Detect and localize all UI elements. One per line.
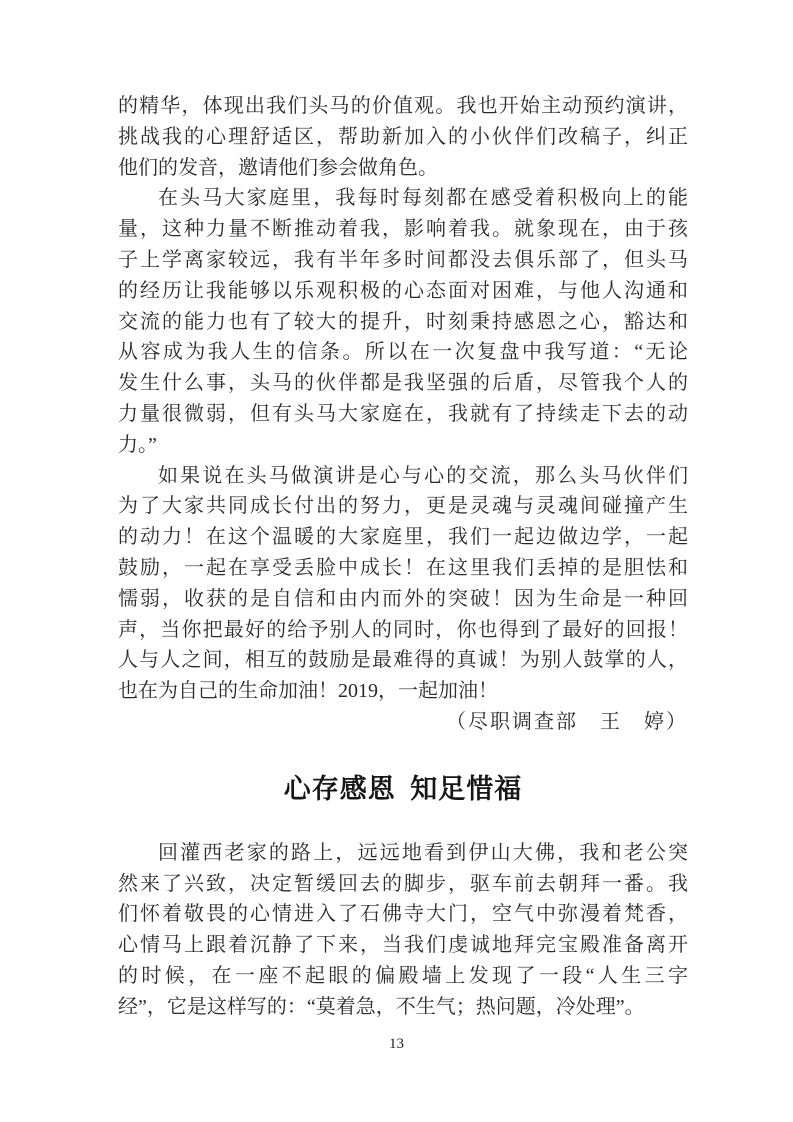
text-line: 经”，它是这样写的：“莫着急，不生气；热问题，冷处理”。 bbox=[118, 995, 645, 1018]
text-line: 的时候，在一座不起眼的偏殿墙上发现了一段“人生三字 bbox=[118, 964, 688, 987]
text-line: 们怀着敬畏的心情进入了石佛寺大门，空气中弥漫着梵香， bbox=[118, 903, 688, 926]
paragraph bbox=[118, 91, 688, 183]
text-line: 子上学离家较远，我有半年多时间都没去俱乐部了，但头马 bbox=[118, 248, 688, 271]
article-1-attribution: （尽职调查部 王 婷） bbox=[446, 710, 688, 733]
article-2-body bbox=[118, 838, 688, 1023]
text-line: 懦弱，收获的是自信和由内而外的突破！因为生命是一种回 bbox=[118, 587, 688, 610]
text-line: 回灌西老家的路上，远远地看到伊山大佛，我和老公突 bbox=[158, 841, 688, 864]
text-line: 力量很微弱，但有头马大家庭在，我就有了持续走下去的动 bbox=[118, 402, 688, 425]
text-line: 也在为自己的生命加油！2019，一起加油！ bbox=[118, 680, 498, 703]
text-line: 人与人之间，相互的鼓励是最难得的真诚！为别人鼓掌的人， bbox=[118, 649, 688, 672]
text-line: 挑战我的心理舒适区，帮助新加入的小伙伴们改稿子，纠正 bbox=[118, 125, 688, 148]
text-line: 的经历让我能够以乐观积极的心态面对困难，与他人沟通和 bbox=[118, 279, 688, 302]
article-1 bbox=[118, 91, 688, 738]
text-line: 鼓励，一起在享受丢脸中成长！在这里我们丢掉的是胆怯和 bbox=[118, 556, 688, 579]
paragraph bbox=[118, 838, 688, 1023]
text-line: 量，这种力量不断推动着我，影响着我。就象现在，由于孩 bbox=[118, 218, 688, 241]
text-line: 力。” bbox=[118, 433, 157, 456]
article-2-title: 心存感恩 知足惜福 bbox=[283, 773, 523, 804]
text-line: 心情马上跟着沉静了下来，当我们虔诚地拜完宝殿准备离开 bbox=[118, 934, 688, 957]
text-line: 的精华，体现出我们头马的价值观。我也开始主动预约演讲， bbox=[118, 95, 688, 117]
text-column bbox=[118, 91, 688, 1023]
text-line: 从容成为我人生的信条。所以在一次复盘中我写道：“无论 bbox=[118, 341, 688, 364]
article-1-body bbox=[118, 91, 688, 707]
text-line: 在头马大家庭里，我每时每刻都在感受着积极向上的能 bbox=[158, 187, 688, 210]
text-line: 声，当你把最好的给予别人的同时，你也得到了最好的回报！ bbox=[118, 618, 688, 641]
text-line: 为了大家共同成长付出的努力，更是灵魂与灵魂间碰撞产生 bbox=[118, 495, 688, 518]
paragraph bbox=[118, 461, 688, 707]
text-line: 的动力！在这个温暖的大家庭里，我们一起边做边学，一起 bbox=[118, 526, 688, 549]
text-line: 他们的发音，邀请他们参会做角色。 bbox=[118, 156, 438, 179]
text-line: 然来了兴致，决定暂缓回去的脚步，驱车前去朝拜一番。我 bbox=[118, 872, 688, 895]
paragraph bbox=[118, 183, 688, 460]
text-line: 交流的能力也有了较大的提升，时刻秉持感恩之心，豁达和 bbox=[118, 310, 688, 333]
article-2 bbox=[118, 838, 688, 1023]
text-line: 如果说在头马做演讲是心与心的交流，那么头马伙伴们 bbox=[158, 464, 688, 487]
page-number: 13 bbox=[389, 1036, 404, 1052]
text-line: 发生什么事，头马的伙伴都是我坚强的后盾，尽管我个人的 bbox=[118, 372, 688, 395]
